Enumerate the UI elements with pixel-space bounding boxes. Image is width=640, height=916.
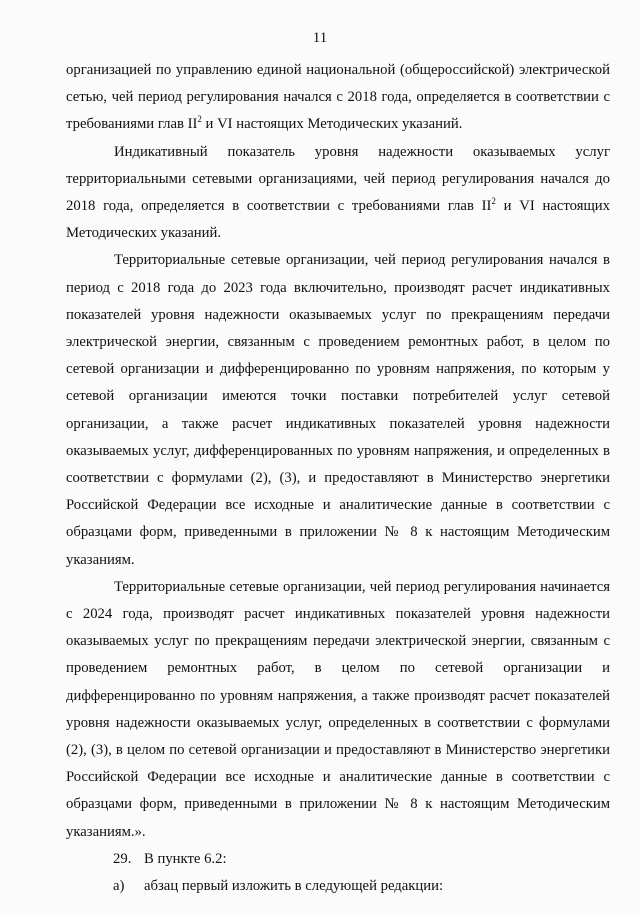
list-item-text: абзац первый изложить в следующей редакции: xyxy=(144,878,444,895)
paragraph-1-text: организацией по управлению единой национальной (общероссийской) электрической сетью, чей период регулирования начался с 2018 года, определяется в соответствии с требованиями глав II xyxy=(66,62,610,133)
superscript: 2 xyxy=(491,196,496,207)
paragraph-1-tail: и VI настоящих Методических указаний. xyxy=(201,116,463,133)
list-item-a xyxy=(66,873,610,900)
paragraph-2-tail: и VI настоящих Методических указаний. xyxy=(66,198,610,242)
list-item-number: 29. xyxy=(113,850,132,867)
paragraph-2 xyxy=(66,139,610,248)
list-item-29 xyxy=(66,846,610,873)
page-number: 11 xyxy=(312,30,328,46)
paragraph-2-text: Индикативный показатель уровня надежности оказываемых услуг территориальными сетевыми организациями, чей период регулирования начался до 2018 года, определяется в соответствии с требованиями глав II xyxy=(66,143,610,215)
list-item-letter: а) xyxy=(113,878,125,895)
list-item-text: В пункте 6.2: xyxy=(144,850,227,867)
paragraph-3: Территориальные сетевые организации, чей период регулирования начался в период с 2018 года до 2023 года включительно, производят расчет индикативных показателей уровня надежности оказываемых услуг по прекращениям передачи электрической энергии, связанным с проведением ремонтных работ, в целом по сетевой организации и дифференцированно по уровням напряжения, по которым у сетевой организации имеются точки поставки потребителей услуг сетевой организации, а также расчет индикативных показателей уровня надежности оказываемых услуг, дифференцированных по уровням напряжения, и определенных в соответствии с формулами (2), (3), и предоставляют в Министерство энергетики Российской Федерации все исходные и аналитические данные в соответствии с образцами форм, приведенными в приложении № 8 к настоящим Методическим указаниям. xyxy=(66,252,610,568)
paragraph-1 xyxy=(66,57,610,139)
paragraph-4: Территориальные сетевые организации, чей период регулирования начинается с 2024 года, производят расчет индикативных показателей уровня надежности оказываемых услуг по прекращениям передачи электрической энергии, связанным с проведением ремонтных работ, в целом по сетевой организации и дифференцированно по уровням напряжения, а также производят расчет показателей уровня надежности оказываемых услуг, определенных в соответствии с формулами (2), (3), в целом по сетевой организации и предоставляют в Министерство энергетики Российской Федерации все исходные и аналитические данные в соответствии с образцами форм, приведенными в приложении № 8 к настоящим Методическим указаниям.». xyxy=(66,578,610,840)
superscript: 2 xyxy=(197,114,202,125)
document-body xyxy=(66,57,610,900)
